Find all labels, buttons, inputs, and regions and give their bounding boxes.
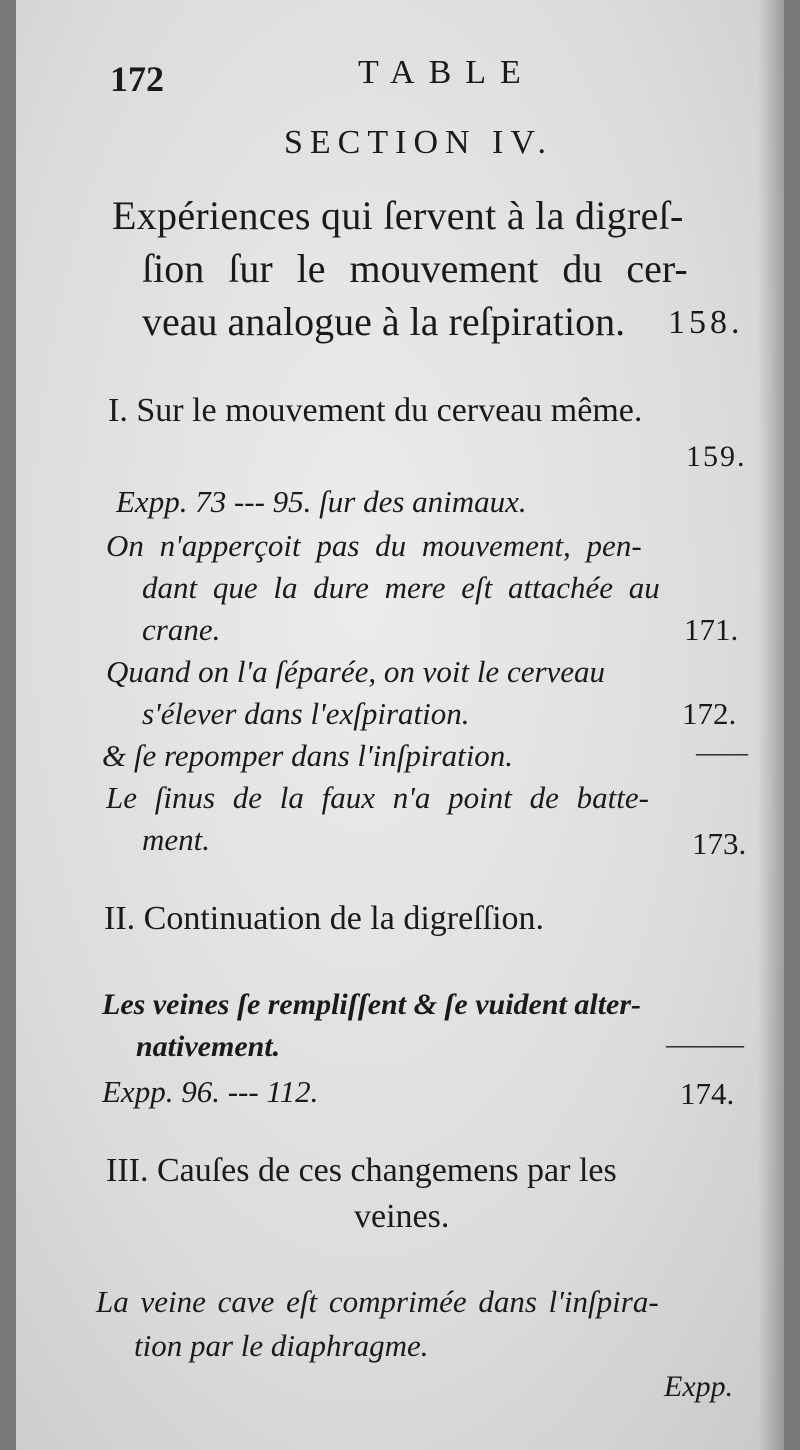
section-title: SECTION IV. (284, 124, 554, 161)
list-item: On n'apperçoit pas du mouvement, pen- (106, 528, 642, 563)
list-item: La veine cave eſt comprimée dans l'inſpira- (96, 1284, 659, 1319)
list-item-page: 173. (692, 826, 747, 861)
list-item: Expp. 96. --- 112. (102, 1074, 319, 1109)
heading-line-2: ſion ſur le mouvement du cer- (142, 246, 688, 291)
page-number: 172 (110, 59, 164, 99)
page-gutter-shadow (758, 0, 784, 1450)
list-item: nativement. (136, 1030, 281, 1063)
running-title: TABLE (358, 54, 535, 91)
list-item: crane. (142, 612, 221, 647)
list-item-page: 174. (680, 1076, 735, 1111)
part3-title-line-1: III. Cauſes de ces changemens par les (106, 1152, 617, 1189)
list-item: dant que la dure mere eſt attachée au (142, 570, 660, 605)
list-item: tion par le diaphragme. (134, 1328, 429, 1363)
list-item: Quand on l'a ſéparée, on voit le cerveau (106, 654, 606, 689)
list-item-page: —— (696, 738, 748, 767)
list-item: Le ſinus de la faux n'a point de batte- (106, 780, 649, 815)
list-item-page: ——— (666, 1030, 744, 1059)
list-item: ment. (142, 822, 211, 857)
list-item: s'élever dans l'exſpiration. (142, 696, 470, 731)
part2-title: II. Continuation de la digreſſion. (104, 900, 545, 937)
book-page (16, 0, 784, 1450)
list-item-page: 171. (684, 612, 739, 647)
heading-line-3: veau analogue à la reſpiration. (142, 299, 626, 344)
part1-page-ref: 159. (686, 440, 747, 473)
catchword: Expp. (664, 1370, 734, 1403)
part1-title: I. Sur le mouvement du cerveau même. (108, 392, 643, 429)
heading-page-ref: 158. (668, 304, 744, 341)
list-item: Les veines ſe rempliſſent & ſe vuident alter- (102, 988, 642, 1021)
list-item: & ſe repomper dans l'inſpiration. (102, 738, 514, 773)
heading-line-1: Expériences qui ſervent à la digreſ- (112, 193, 684, 238)
list-item: Expp. 73 --- 95. ſur des animaux. (116, 484, 527, 519)
list-item-page: 172. (682, 696, 737, 731)
part3-title-line-2: veines. (354, 1198, 450, 1235)
